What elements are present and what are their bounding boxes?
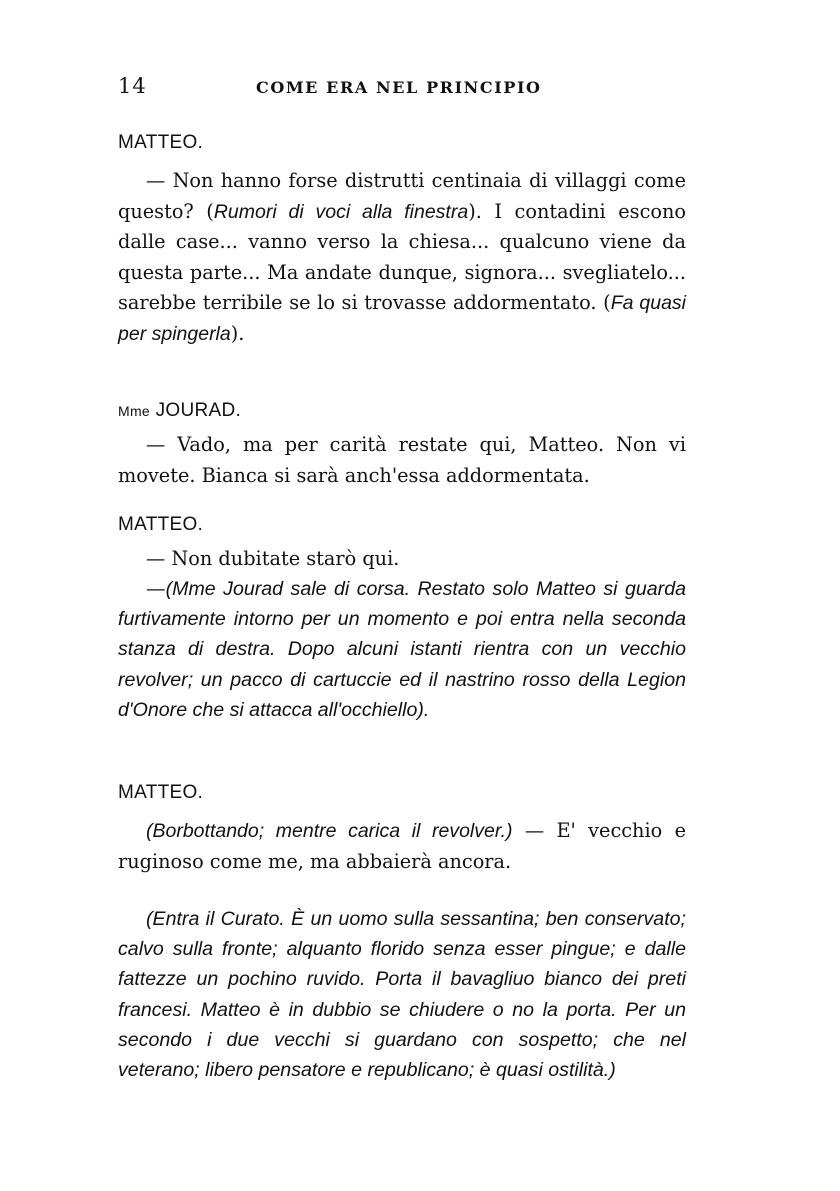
stage-direction-paragraph: (Entra il Curato. È un uomo sulla sessantina; ben conservato; calvo sulla fronte; alquanto florido senza esser pingue; e dalle fattezze un pochino ruvido. Porta il bavagliuo bianco dei preti francesi. Matteo è in dubbio se chiudere o no la porta. Per un secondo i due vecchi si guardano con sospetto; che nel veterano; libero pensatore e republicano; è quasi ostilità.): [118, 908, 686, 1082]
dialogue-paragraph: [118, 816, 686, 877]
page-header: [118, 74, 686, 104]
dialogue-text: ).: [230, 321, 245, 345]
em-dash: —: [146, 577, 166, 600]
speaker-name: MATTEO.: [118, 782, 204, 803]
dialogue-paragraph: — Non dubitate starò qui.: [146, 547, 400, 570]
speaker-name: MATTEO.: [118, 514, 204, 535]
stage-direction: Rumori di voci alla finestra: [213, 200, 469, 223]
dialogue-paragraph: [118, 166, 686, 349]
page-number: 14: [118, 74, 147, 98]
dialogue-paragraph: — Vado, ma per carità restate qui, Matteo. Non vi movete. Bianca si sarà anch'essa addormentata.: [118, 433, 686, 487]
speaker-surname: JOURAD.: [155, 400, 242, 421]
dialogue-text: ). I contadini escono dalle case... vanno verso la chiesa... qualcuno viene da questa parte... Ma andate dunque, signora... svegliatelo... sarebbe terribile se lo si trovasse addormentato. (: [118, 199, 686, 314]
book-page: [118, 74, 686, 1082]
stage-direction: (Mme Jourad sale di corsa. Restato solo Matteo si guarda furtivamente intorno per un momento e poi entra nella seconda stanza di destra. Dopo alcuni istanti rientra con un vecchio revolver; un pacco di cartuccie ed il nastrino rosso della Legion d'Onore che si attacca all'occhiello).: [118, 578, 686, 721]
speaker-name: [118, 400, 241, 422]
running-title: COME ERA NEL PRINCIPIO: [256, 78, 542, 97]
speaker-name: MATTEO.: [118, 132, 204, 153]
stage-direction: Fa quasi per spingerla: [118, 292, 686, 345]
dialogue-text: — Non hanno forse distrutti centinaia di villaggi come questo? (: [118, 169, 686, 223]
stage-direction-paragraph: [118, 574, 686, 725]
dialogue-text: — E' vecchio e ruginoso come me, ma abbaierà ancora.: [118, 819, 686, 873]
speaker-title: Mme: [118, 403, 151, 419]
stage-direction: (Borbottando; mentre carica il revolver.): [146, 820, 513, 842]
